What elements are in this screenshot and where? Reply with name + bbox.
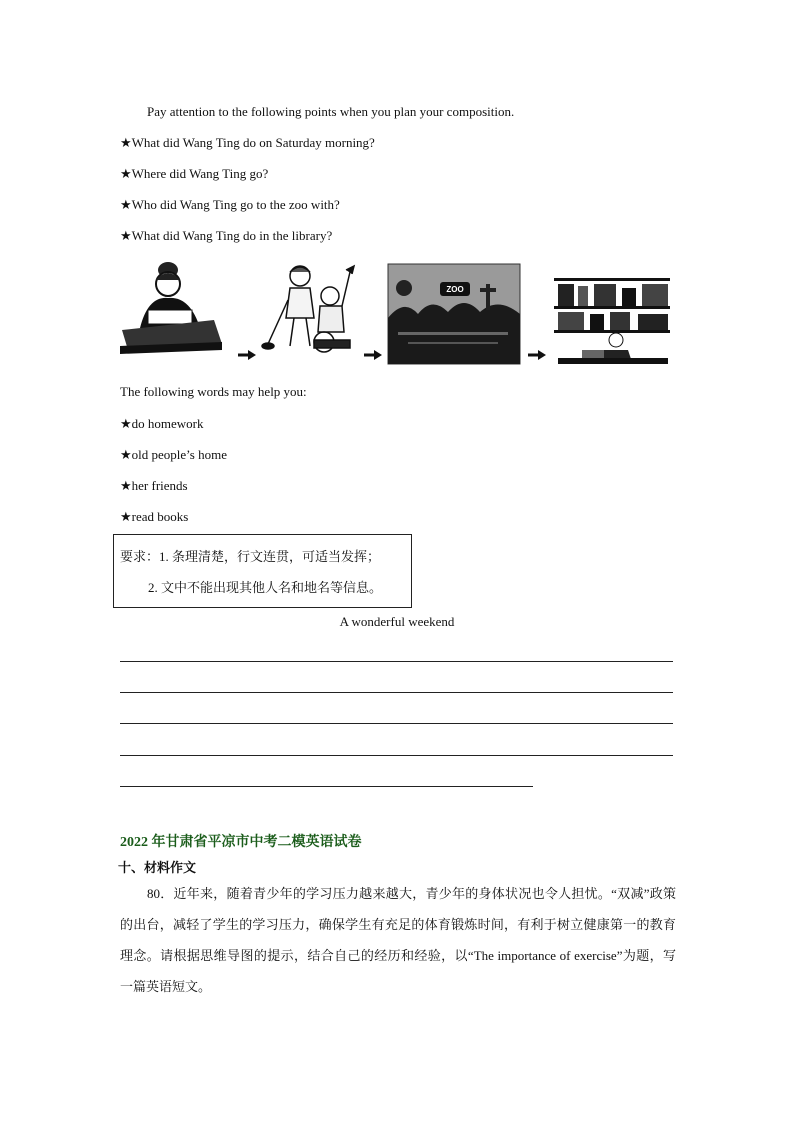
zoo-picture (388, 264, 520, 364)
arrow-icon (238, 350, 256, 360)
section-label: 十、材料作文 (118, 860, 197, 875)
library-picture (554, 278, 670, 364)
requirement-1: 要求：1. 条理清楚，行文连贯，可适当发挥； (120, 549, 381, 564)
intro-text: Pay attention to the following points when you plan your composition. (147, 104, 515, 119)
question-80-text: 80．近年来，随着青少年的学习压力越来越大，青少年的身体状况也令人担忧。“双减”政策的出台，减轻了学生的学习压力，确保学生有充足的体育锻炼时间，有利于树立健康第一的教育理念。请根据思维导图的提示，结合自己的经历和经验，以“The importance of exercise”为题，写一篇英语短文。 (120, 886, 676, 994)
question-1: ★What did Wang Ting do on Saturday morning? (120, 135, 375, 150)
question-3: ★Who did Wang Ting go to the zoo with? (120, 197, 340, 212)
zoo-sign: ZOO (446, 285, 464, 294)
word-hint-3: ★her friends (120, 478, 188, 493)
word-hint-2: ★old people’s home (120, 447, 227, 462)
picture-sequence (118, 258, 674, 368)
word-hint-1: ★do homework (120, 416, 204, 431)
writing-line[interactable] (120, 723, 673, 724)
question-80 (120, 878, 676, 1002)
word-hint-4: ★read books (120, 509, 189, 524)
arrow-icon (364, 350, 382, 360)
writing-line[interactable] (120, 692, 673, 693)
old-peoples-home-picture (262, 266, 354, 352)
writing-line[interactable] (120, 755, 673, 756)
requirement-2: 2. 文中不能出现其他人名和地名等信息。 (148, 580, 383, 595)
writing-line[interactable] (120, 786, 533, 787)
homework-picture (120, 262, 222, 354)
composition-title: A wonderful weekend (339, 614, 455, 629)
requirements-box (113, 534, 412, 608)
exam-title: 2022 年甘肃省平凉市中考二模英语试卷 (120, 835, 362, 850)
question-2: ★Where did Wang Ting go? (120, 166, 269, 181)
question-4: ★What did Wang Ting do in the library? (120, 228, 333, 243)
arrow-icon (528, 350, 546, 360)
words-intro: The following words may help you: (120, 384, 307, 399)
writing-line[interactable] (120, 661, 673, 662)
